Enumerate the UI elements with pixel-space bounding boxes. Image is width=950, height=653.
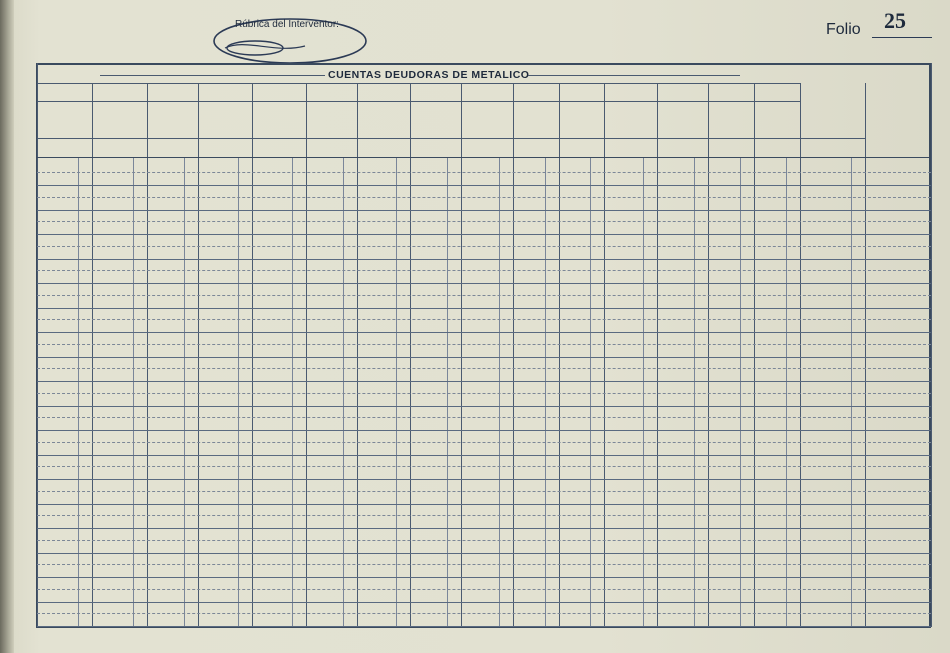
body-row-dashed [37,393,931,394]
body-row-dashed [37,466,931,467]
folio-label: Folio [826,21,861,38]
body-row-rule [37,577,931,578]
body-row-dashed [37,589,931,590]
body-row-rule [37,332,931,333]
column-divider [198,83,199,627]
body-row-dashed [37,442,931,443]
column-divider [306,83,307,627]
column-divider [931,63,932,627]
column-divider [865,83,866,627]
title-rule-right [528,75,740,76]
body-row-rule [37,357,931,358]
name-rule [37,138,865,139]
column-divider [657,83,658,627]
body-row-rule [37,553,931,554]
column-divider [147,83,148,627]
column-divider [410,83,411,627]
body-row-rule [37,185,931,186]
body-row-dashed [37,515,931,516]
body-row-dashed [37,613,931,614]
book-spine [0,0,14,653]
column-divider [604,83,605,627]
body-row-rule [37,504,931,505]
body-row-dashed [37,319,931,320]
ledger-table [36,63,931,628]
body-row-rule [37,406,931,407]
column-divider [252,83,253,627]
body-row-rule [37,381,931,382]
body-row-dashed [37,221,931,222]
rubrica-stamp [205,8,380,68]
body-row-dashed [37,270,931,271]
table-title: CUENTAS DEUDORAS DE METALICO [328,69,530,81]
title-rule-left [100,75,325,76]
body-row-rule [37,259,931,260]
body-row-dashed [37,197,931,198]
body-row-rule [37,234,931,235]
body-row-dashed [37,417,931,418]
body-row-rule [37,528,931,529]
body-row-rule [37,455,931,456]
body-row-rule [37,308,931,309]
column-divider [754,83,755,627]
header-rule [37,83,800,84]
body-row-rule [37,210,931,211]
body-row-dashed [37,295,931,296]
column-divider [461,83,462,627]
column-divider [37,63,38,627]
column-divider [559,83,560,627]
body-row-dashed [37,172,931,173]
body-row-rule [37,430,931,431]
body-row-dashed [37,246,931,247]
body-row-dashed [37,564,931,565]
body-row-rule [37,479,931,480]
body-row-dashed [37,344,931,345]
body-row-rule [37,602,931,603]
unit-rule [37,157,931,158]
body-row-rule [37,283,931,284]
folio-number: 25 [884,8,906,33]
column-divider [357,83,358,627]
column-divider [708,83,709,627]
rubrica-label: Rúbrica del Interventor: [235,19,339,30]
column-divider [800,83,801,627]
column-divider [513,83,514,627]
body-row-dashed [37,491,931,492]
cap-rule [37,101,800,102]
body-row-dashed [37,368,931,369]
column-divider [92,83,93,627]
body-row-dashed [37,540,931,541]
body-row-rule [37,626,931,627]
folio-underline [872,37,932,38]
